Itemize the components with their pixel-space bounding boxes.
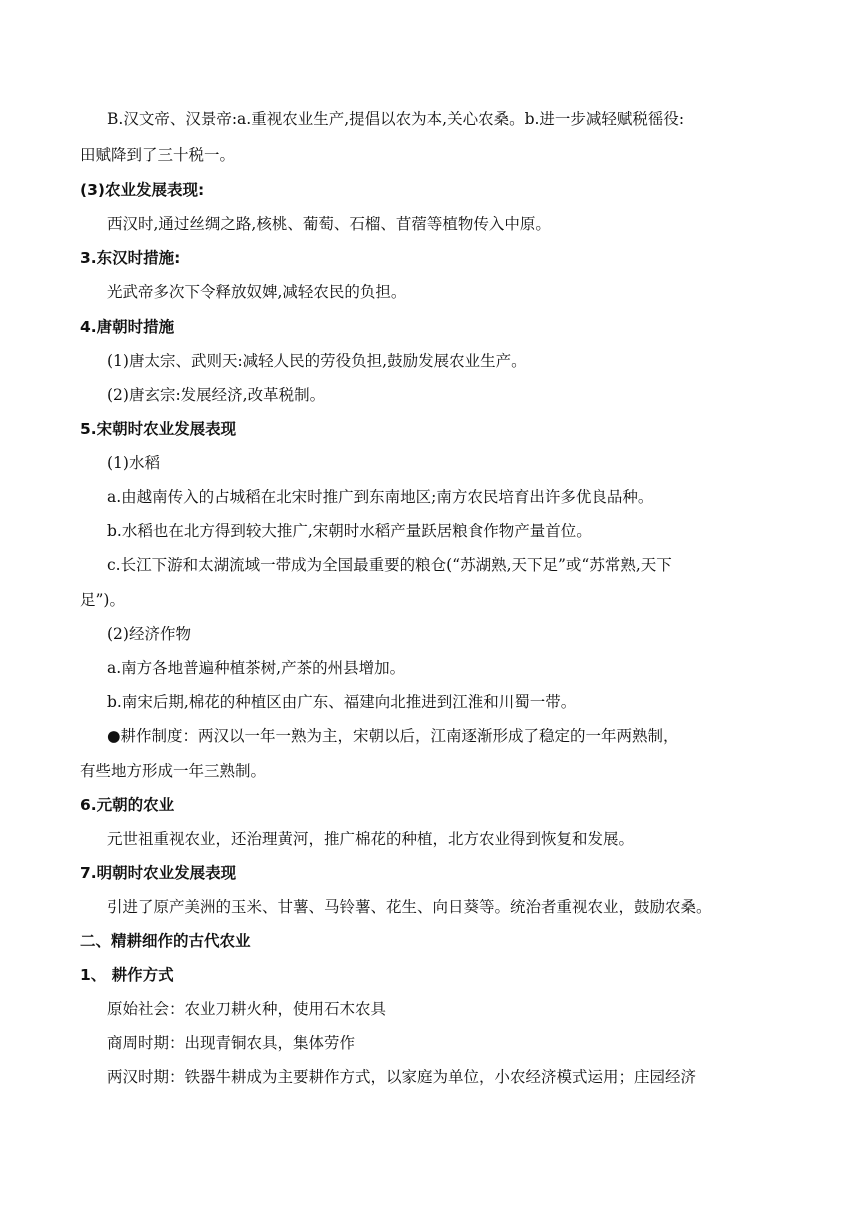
text-line: 原始社会：农业刀耕火种，使用石木农具 [107,1000,387,1018]
text-line: B.汉文帝、汉景帝:a.重视农业生产,提倡以农为本,关心农桑。b.进一步减轻赋税徭役: [107,110,685,128]
text-line: 商周时期：出现青铜农具，集体劳作 [107,1034,356,1052]
text-line: 西汉时,通过丝绸之路,核桃、葡萄、石榴、苜蓿等植物传入中原。 [107,215,551,233]
text-line: (1)唐太宗、武则天:减轻人民的劳役负担,鼓励发展农业生产。 [107,352,527,370]
text-line: ●耕作制度：两汉以一年一熟为主，宋朝以后，江南逐渐形成了稳定的一年两熟制， [107,727,679,745]
text-line: a.由越南传入的占城稻在北宋时推广到东南地区;南方农民培育出许多优良品种。 [107,488,654,506]
text-line: b.水稻也在北方得到较大推广,宋朝时水稻产量跃居粮食作物产量首位。 [107,522,592,540]
text-line: b.南宋后期,棉花的种植区由广东、福建向北推进到江淮和川蜀一带。 [107,693,577,711]
section-heading: 6.元朝的农业 [80,796,175,814]
text-line: 田赋降到了三十税一。 [80,146,236,164]
section-heading: 1、 耕作方式 [80,966,174,984]
section-heading: (3)农业发展表现: [80,181,205,199]
text-line: 光武帝多次下令释放奴婢,减轻农民的负担。 [107,283,407,301]
text-line: 两汉时期：铁器牛耕成为主要耕作方式，以家庭为单位，小农经济模式运用；庄园经济 [107,1068,697,1086]
section-heading: 7.明朝时农业发展表现 [80,864,237,882]
text-line: (2)唐玄宗:发展经济,改革税制。 [107,386,326,404]
text-line: 元世祖重视农业，还治理黄河，推广棉花的种植，北方农业得到恢复和发展。 [107,830,635,848]
text-line: c.长江下游和太湖流域一带成为全国最重要的粮仓(“苏湖熟,天下足”或“苏常熟,天下 [107,556,672,574]
text-line: 引进了原产美洲的玉米、甘薯、马铃薯、花生、向日葵等。统治者重视农业，鼓励农桑。 [107,898,712,916]
section-heading: 4.唐朝时措施 [80,318,175,336]
text-line: 有些地方形成一年三熟制。 [80,762,267,780]
text-line: (2)经济作物 [107,625,191,643]
text-line: a.南方各地普遍种植茶树,产茶的州县增加。 [107,659,406,677]
text-line: (1)水稻 [107,454,160,472]
section-heading: 二、精耕细作的古代农业 [80,932,251,950]
section-heading: 5.宋朝时农业发展表现 [80,420,237,438]
text-line: 足”)。 [80,591,125,609]
section-heading: 3.东汉时措施: [80,249,181,267]
